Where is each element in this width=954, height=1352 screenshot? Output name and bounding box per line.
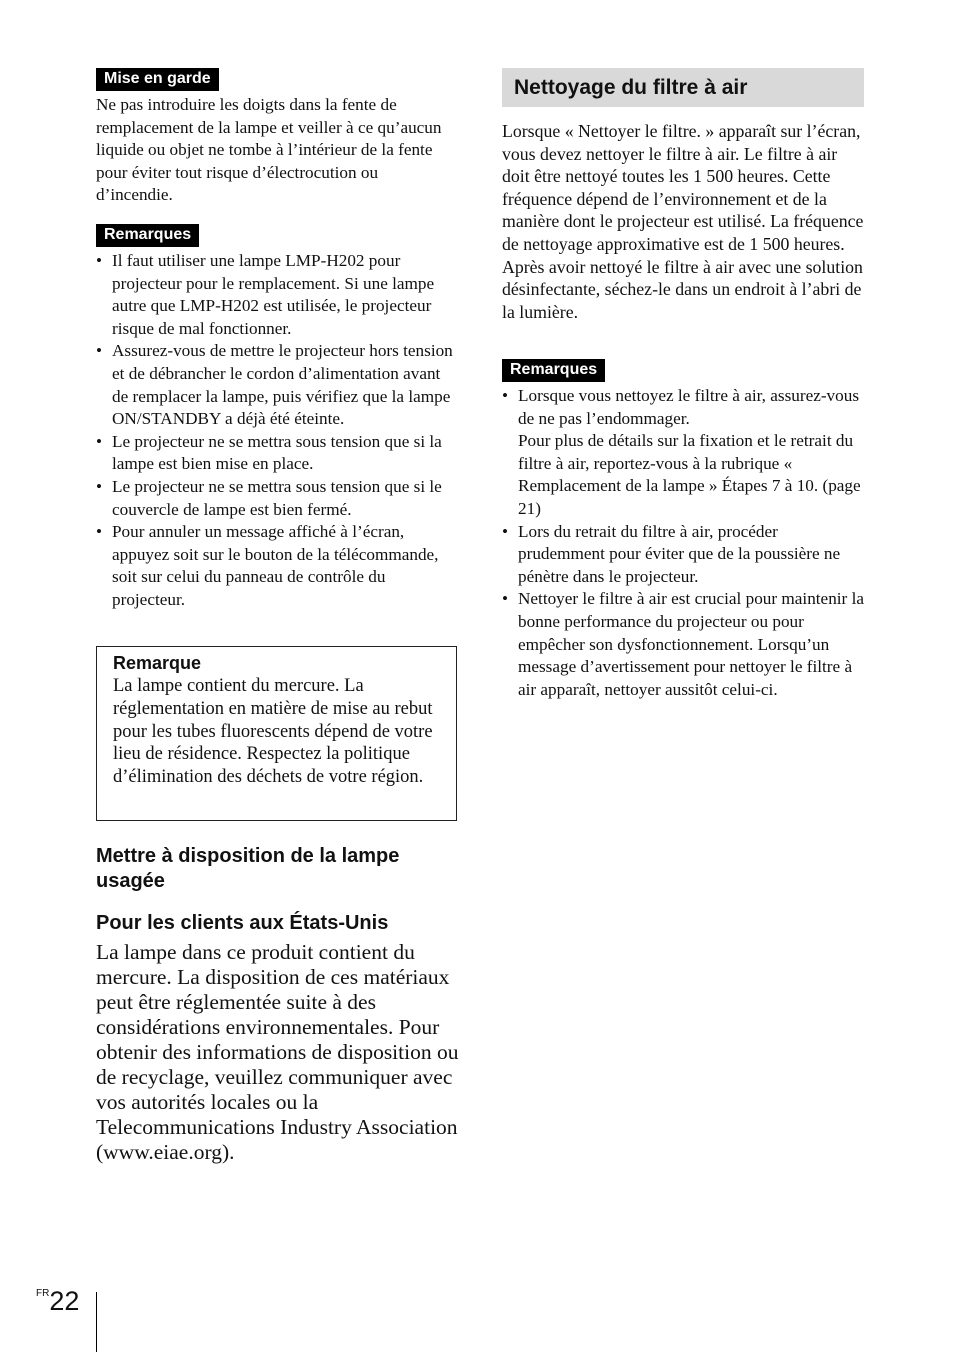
- page-number: [36, 1286, 79, 1317]
- page-digits: 22: [49, 1286, 80, 1316]
- list-item: • Lorsque vous nettoyez le filtre à air, assurez-vous de ne pas l’endommager. Pour plus de détails sur la fixation et le retrait du filtre à air, reportez-vous à la rubrique « Remplacement de la lampe » Étapes 7 à 10. (page 21): [502, 385, 864, 521]
- list-item: • Nettoyer le filtre à air est crucial pour maintenir la bonne performance du projecteur ou pour empêcher son dysfonctionnement. Lorsqu’un message d’avertissement pour nettoyer le filtre à air apparaît, nettoyer aussitôt celui-ci.: [502, 588, 864, 701]
- disposal-heading: Mettre à disposition de la lampe usagée: [96, 845, 400, 892]
- list-item: • Pour annuler un message affiché à l’écran, appuyez soit sur le bouton de la télécommande, soit sur celui du panneau de contrôle du projecteur.: [96, 521, 459, 611]
- margin-rule: [96, 1292, 97, 1352]
- filter-notes-list: [502, 385, 864, 701]
- notes-label: Remarques: [502, 359, 605, 382]
- list-item: • Le projecteur ne se mettra sous tension que si le couvercle de lampe est bien fermé.: [96, 476, 459, 521]
- section-title: Nettoyage du filtre à air: [502, 68, 864, 107]
- caution-text: Ne pas introduire les doigts dans la fente de remplacement de la lampe et veiller à ce qu’aucun liquide ou objet ne tombe à l’intérieur de la fente pour éviter tout risque d’électrocution ou d’incendie.: [96, 95, 442, 205]
- list-item: • Le projecteur ne se mettra sous tension que si la lampe est bien mise en place.: [96, 431, 459, 476]
- notes-label: Remarques: [96, 224, 199, 247]
- us-customers-heading: Pour les clients aux États-Unis: [96, 912, 389, 934]
- caution-label: Mise en garde: [96, 68, 219, 91]
- notes-list: [96, 250, 459, 612]
- list-item: • Assurez-vous de mettre le projecteur hors tension et de débrancher le cordon d’alimentation avant de remplacer la lampe, puis vérifiez que la lampe ON/STANDBY a déjà été éteinte.: [96, 340, 459, 430]
- list-item: • Lors du retrait du filtre à air, procéder prudemment pour éviter que de la poussière ne pénètre dans le projecteur.: [502, 521, 864, 589]
- filter-intro-text: Lorsque « Nettoyer le filtre. » apparaît sur l’écran, vous devez nettoyer le filtre à air. Le filtre à air doit être nettoyé toutes les 1 500 heures. Cette fréquence dépend de l’environnement et de la manière dont le projecteur est utilisé. La fréquence de nettoyage approximative est de 1 500 heures. Après avoir nettoyé le filtre à air avec une solution désinfectante, séchez-le dans un endroit à l’abri de la lumière.: [502, 121, 864, 322]
- note-box-title: Remarque: [113, 653, 202, 673]
- note-box-text: La lampe contient du mercure. La réglementation en matière de mise au rebut pour les tubes fluorescents dépend de votre lieu de résidence. Respectez la politique d’élimination des déchets de votre région.: [113, 676, 433, 788]
- mercury-note-box: [96, 646, 457, 821]
- us-customers-text: La lampe dans ce produit contient du mercure. La disposition de ces matériaux peut être réglementée suite à des considérations environnementales. Pour obtenir des informations de disposition ou de recyclage, veuillez communiquer avec vos autorités locales ou la Telecommunications Industry Association (www.eiae.org).: [96, 940, 459, 1164]
- list-item-subtext: Pour plus de détails sur la fixation et le retrait du filtre à air, reportez-vous à la rubrique « Remplacement de la lampe » Étapes 7 à 10. (page 21): [518, 431, 861, 518]
- list-item: • Il faut utiliser une lampe LMP-H202 pour projecteur pour le remplacement. Si une lampe autre que LMP-H202 est utilisée, le projecteur risque de mal fonctionner.: [96, 250, 459, 340]
- page-language: FR: [36, 1288, 50, 1299]
